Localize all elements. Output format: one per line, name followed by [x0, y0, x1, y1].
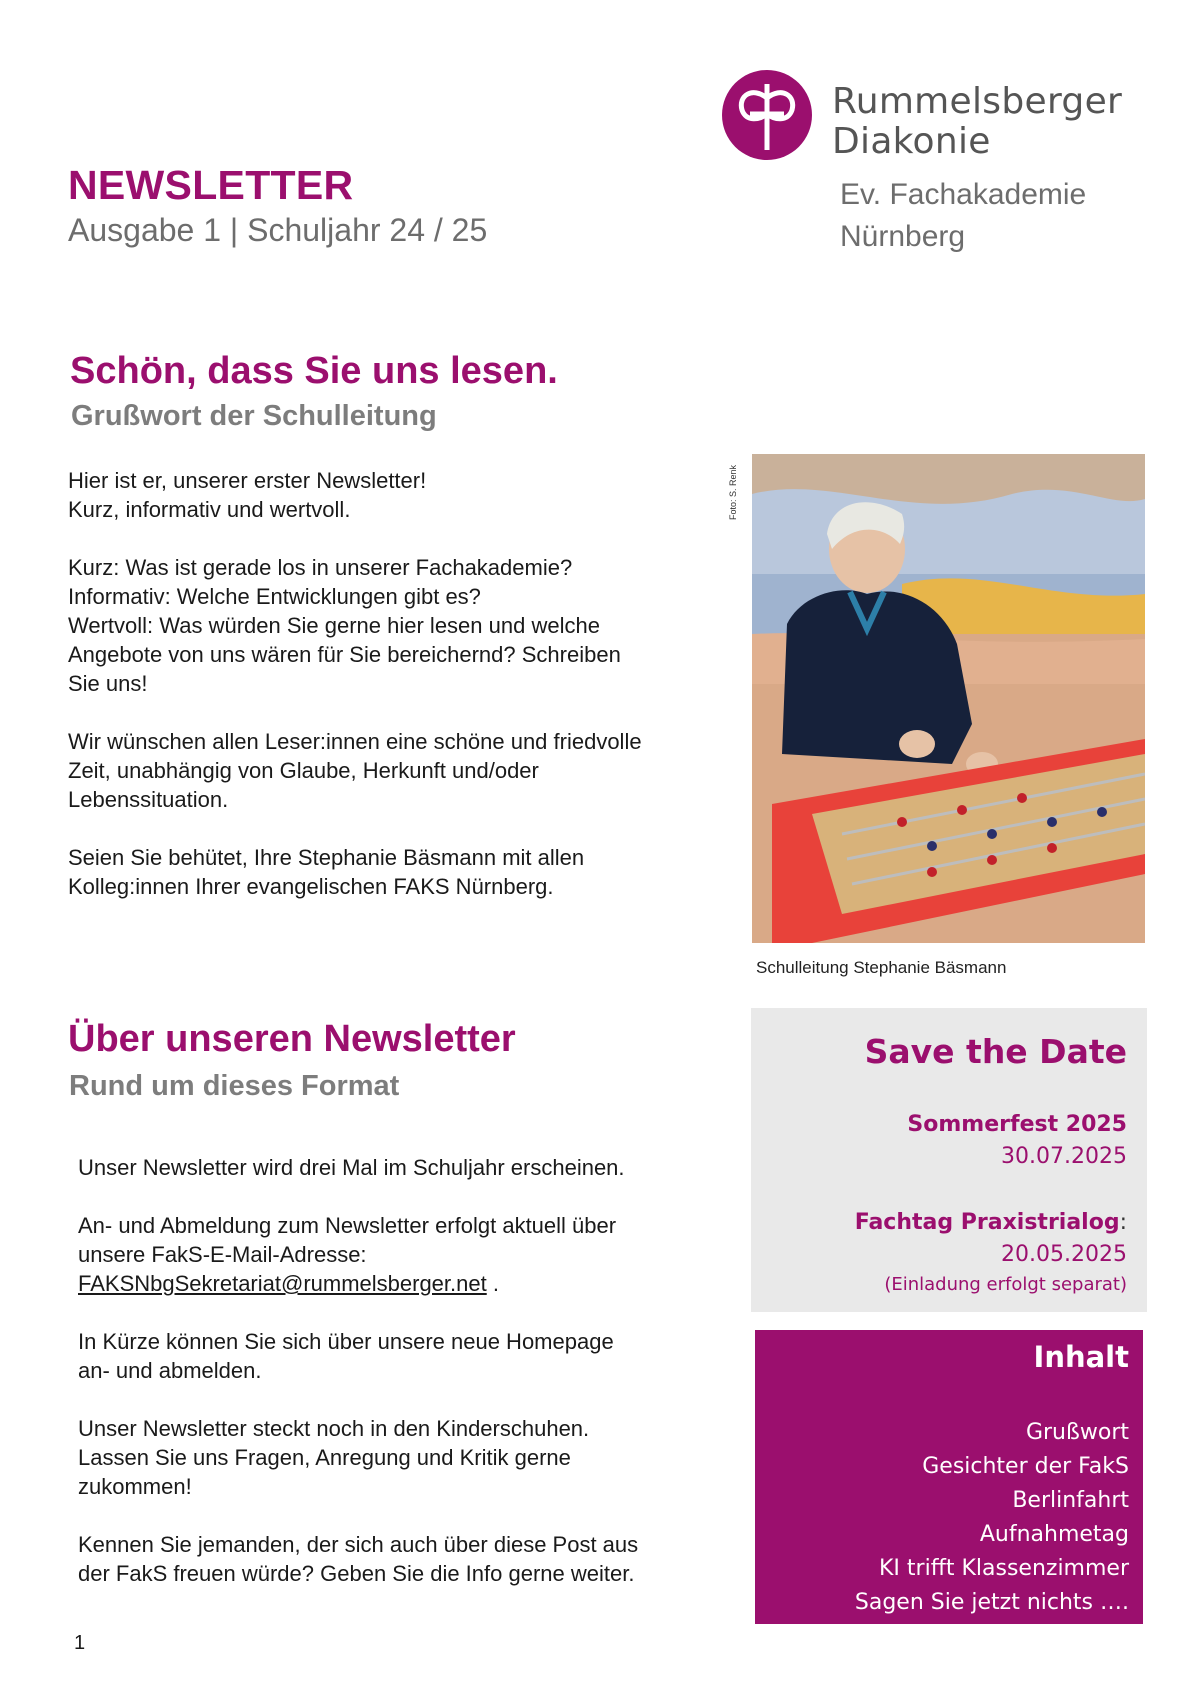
paragraph: Wir wünschen allen Leser:innen eine schöne und friedvolle Zeit, unabhängig von Glaube, Herkunft und/oder Lebenssituation. — [68, 729, 642, 812]
event-date: 20.05.2025 — [1001, 1242, 1127, 1267]
photo-credit: Foto: S. Renk — [728, 464, 738, 520]
paragraph: An- und Abmeldung zum Newsletter erfolgt aktuell über unsere FakS-E-Mail-Adresse: FAKSNbgSekretariat@rummelsberger.net . — [78, 1213, 617, 1296]
event-name: Sommerfest 2025 — [907, 1112, 1127, 1137]
table-of-contents — [755, 1330, 1143, 1624]
issue-line: Ausgabe 1 | Schuljahr 24 / 25 — [68, 212, 488, 248]
paragraph: Unser Newsletter steckt noch in den Kinderschuhen. Lassen Sie uns Fragen, Anregung und Kritik gerne zukommen! — [78, 1416, 590, 1499]
section1-body — [68, 466, 708, 930]
brand-name — [832, 82, 1122, 162]
toc-item[interactable]: Aufnahmetag — [979, 1522, 1129, 1547]
paragraph: Seien Sie behütet, Ihre Stephanie Bäsmann mit allen Kolleg:innen Ihrer evangelischen FAKS Nürnberg. — [68, 845, 585, 899]
event-name: Fachtag Praxistrialog: — [854, 1210, 1127, 1235]
toc-list — [855, 1416, 1129, 1620]
event-note: (Einladung erfolgt separat) — [884, 1274, 1127, 1295]
paragraph: Unser Newsletter wird drei Mal im Schuljahr erscheinen. — [78, 1155, 625, 1180]
academy-name — [840, 174, 1086, 258]
toc-item[interactable]: Sagen Sie jetzt nichts …. — [854, 1590, 1129, 1615]
newsletter-title: NEWSLETTER — [68, 162, 354, 208]
academy-line-2: Nürnberg — [840, 220, 966, 253]
paragraph: Kurz: Was ist gerade los in unserer Fachakademie? Informativ: Welche Entwicklungen gibt es? Wertvoll: Was würden Sie gerne hier lesen und welche Angebote von uns wären für Sie bereichernd? Schreiben Sie uns! — [68, 555, 621, 696]
toc-item[interactable]: Berlinfahrt — [1012, 1488, 1129, 1513]
toc-item[interactable]: Grußwort — [1025, 1420, 1129, 1445]
academy-line-1: Ev. Fachakademie — [840, 178, 1087, 211]
email-link[interactable]: FAKSNbgSekretariat@rummelsberger.net — [78, 1271, 487, 1296]
photo-caption: Schulleitung Stephanie Bäsmann — [756, 958, 1007, 977]
principal-photo — [752, 454, 1145, 943]
toc-item[interactable]: KI trifft Klassenzimmer — [879, 1556, 1129, 1581]
page-number: 1 — [74, 1632, 86, 1654]
section2-heading: Über unseren Newsletter — [68, 1018, 516, 1060]
section1-heading: Schön, dass Sie uns lesen. — [70, 350, 558, 392]
save-the-date-box — [751, 1008, 1147, 1312]
section2-body — [78, 1153, 718, 1617]
toc-title: Inhalt — [1033, 1340, 1129, 1374]
toc-item[interactable]: Gesichter der FakS — [922, 1454, 1129, 1479]
paragraph: Kennen Sie jemanden, der sich auch über diese Post aus der FakS freuen würde? Geben Sie die Info gerne weiter. — [78, 1532, 639, 1586]
brand-line-1: Rummelsberger — [832, 81, 1123, 122]
brand-line-2: Diakonie — [832, 121, 991, 162]
save-the-date-title: Save the Date — [864, 1032, 1127, 1071]
section2-subheading: Rund um dieses Format — [69, 1070, 400, 1102]
event-sommerfest — [907, 1110, 1127, 1174]
event-date: 30.07.2025 — [1001, 1144, 1127, 1169]
section1-subheading: Grußwort der Schulleitung — [71, 400, 437, 432]
event-fachtag — [855, 1208, 1127, 1298]
paragraph: In Kürze können Sie sich über unsere neue Homepage an- und abmelden. — [78, 1329, 614, 1383]
rummelsberger-logo — [722, 70, 812, 160]
paragraph: Hier ist er, unserer erster Newsletter! Kurz, informativ und wertvoll. — [68, 468, 427, 522]
